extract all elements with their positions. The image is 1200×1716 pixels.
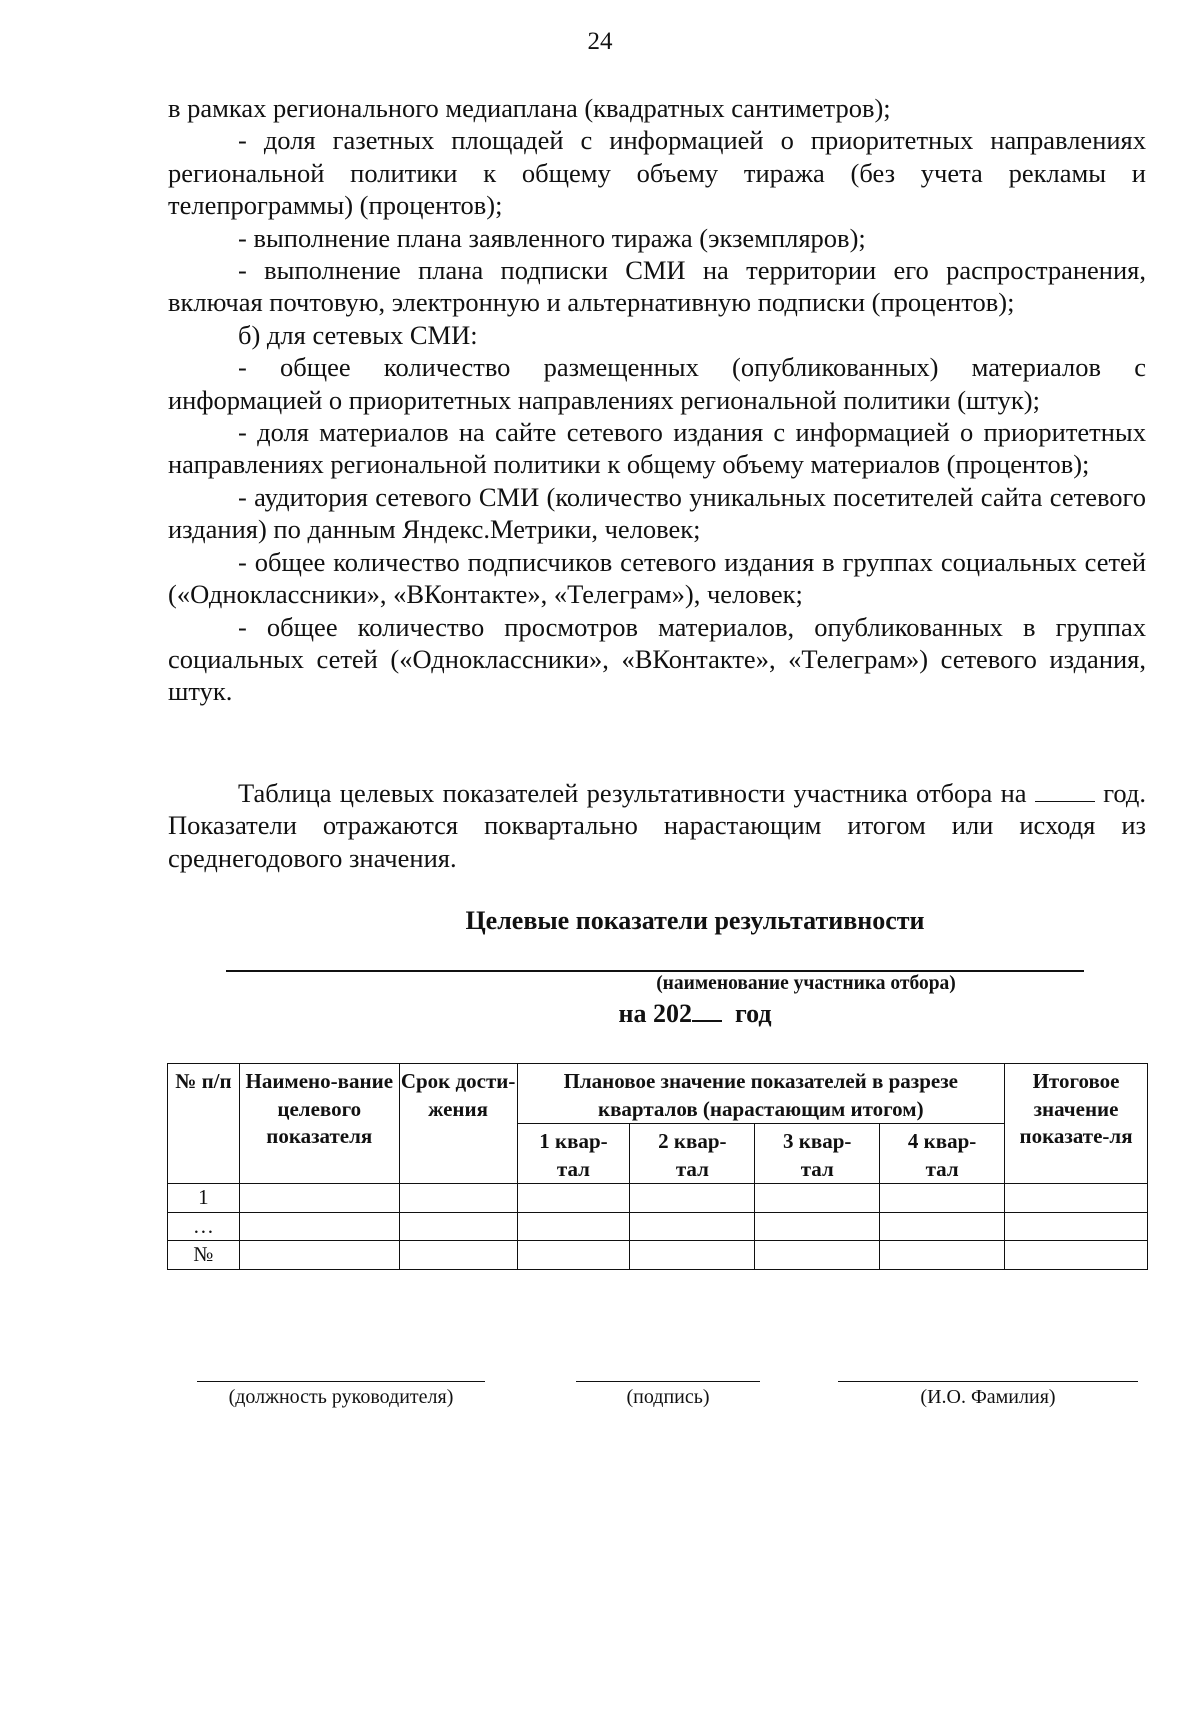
header-number: № п/п bbox=[168, 1064, 240, 1184]
paragraph: - общее количество просмотров материалов, опубликованных в группах социальных сетей («Одноклассники», «ВКонтакте», «Телеграм») сетевого издания, штук. bbox=[168, 611, 1146, 707]
row-label: … bbox=[168, 1212, 240, 1241]
paragraph: - аудитория сетевого СМИ (количество уникальных посетителей сайта сетевого издания) по данным Яндекс.Метрики, человек; bbox=[168, 481, 1146, 545]
year-line bbox=[0, 999, 1200, 1029]
header-plan-values: Плановое значение показателей в разрезе кварталов (нарастающим итогом) bbox=[517, 1064, 1005, 1124]
signature-position-field: (должность руководителя) bbox=[197, 1381, 485, 1409]
paragraph: - выполнение плана подписки СМИ на территории его распространения, включая почтовую, электронную и альтернативную подписки (процентов); bbox=[168, 255, 1146, 318]
page-number: 24 bbox=[587, 28, 613, 55]
year-blank bbox=[692, 1000, 722, 1022]
table-intro-paragraph bbox=[168, 777, 1146, 874]
table-row bbox=[168, 1212, 1148, 1241]
intro-text-part1: Таблица целевых показателей результативности участника отбора на bbox=[238, 778, 1027, 808]
body-text bbox=[168, 92, 1146, 708]
intro-text-part2: год. Показатели отражаются поквартально нарастающим итогом или исходя из среднегодового значения. bbox=[168, 778, 1147, 873]
paragraph: - выполнение плана заявленного тиража (экземпляров); bbox=[238, 222, 866, 253]
table-title: Целевые показатели результативности bbox=[465, 906, 925, 935]
indicators-table bbox=[167, 1063, 1148, 1270]
paragraph: - общее количество размещенных (опубликованных) материалов с информацией о приоритетных направлениях региональной политики (штук); bbox=[168, 352, 1146, 415]
header-quarter-1: 1 квар-тал bbox=[517, 1124, 630, 1184]
year-suffix: год bbox=[734, 999, 772, 1028]
header-term: Срок дости-жения bbox=[399, 1064, 517, 1184]
signature-name-field: (И.О. Фамилия) bbox=[838, 1381, 1138, 1409]
year-prefix: на 202 bbox=[618, 999, 692, 1028]
header-indicator-name: Наимено-вание целевого показателя bbox=[239, 1064, 399, 1184]
paragraph: - общее количество подписчиков сетевого издания в группах социальных сетей («Одноклассники», «ВКонтакте», «Телеграм»), человек; bbox=[168, 546, 1146, 610]
header-quarter-3: 3 квар-тал bbox=[755, 1124, 880, 1184]
year-blank-field bbox=[1035, 779, 1095, 802]
header-quarter-2: 2 квар-тал bbox=[630, 1124, 755, 1184]
participant-name-caption: (наименование участника отбора) bbox=[656, 973, 956, 994]
signature-sign-field: (подпись) bbox=[576, 1381, 760, 1409]
table-row bbox=[168, 1241, 1148, 1270]
header-quarter-4: 4 квар-тал bbox=[880, 1124, 1005, 1184]
paragraph: в рамках регионального медиаплана (квадратных сантиметров); bbox=[168, 93, 891, 123]
table-row bbox=[168, 1184, 1148, 1213]
row-label: 1 bbox=[168, 1184, 240, 1213]
header-total: Итоговое значение показате-ля bbox=[1005, 1064, 1148, 1184]
participant-name-line bbox=[226, 970, 1084, 972]
paragraph: - доля материалов на сайте сетевого издания с информацией о приоритетных направлениях региональной политики к общему объему материалов (процентов); bbox=[168, 417, 1146, 480]
paragraph: - доля газетных площадей с информацией о приоритетных направлениях региональной политики к общему объему тиража (без учета рекламы и телепрограммы) (процентов); bbox=[168, 125, 1146, 221]
paragraph: б) для сетевых СМИ: bbox=[238, 319, 478, 350]
row-label: № bbox=[168, 1241, 240, 1270]
